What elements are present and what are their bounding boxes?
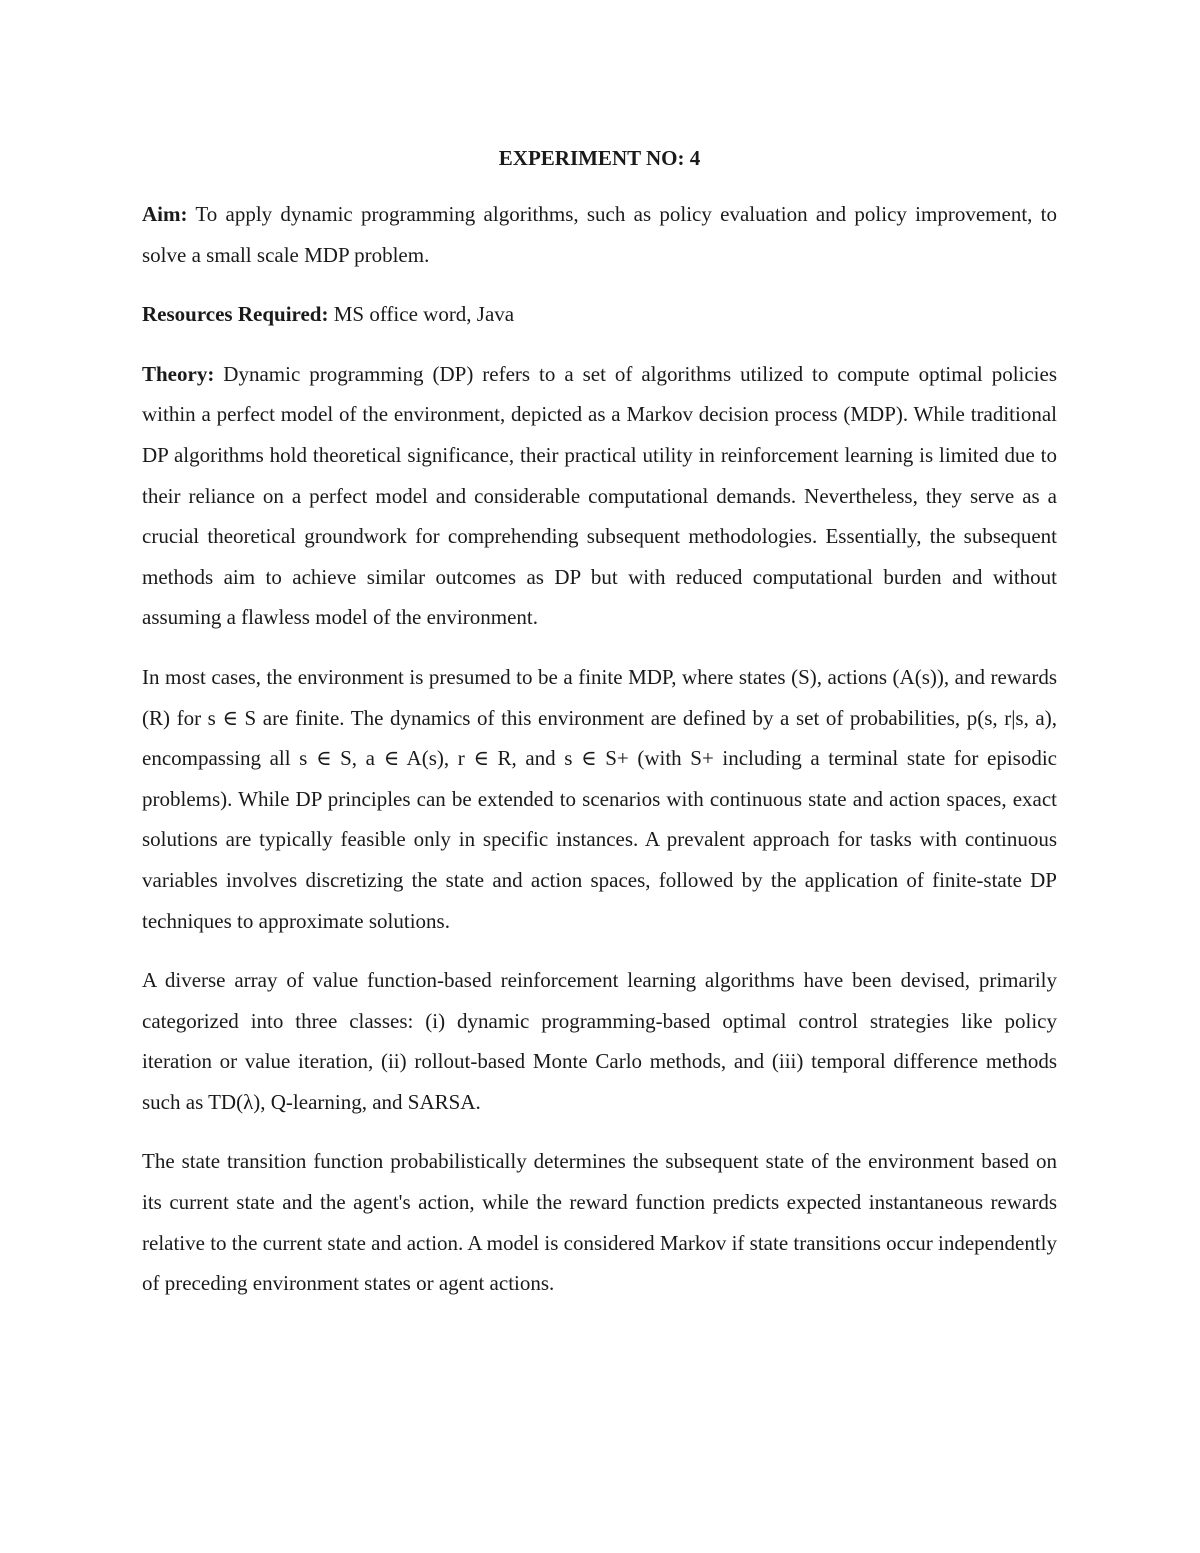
theory-text: Dynamic programming (DP) refers to a set of algorithms utilized to compute optimal policies within a perfect model of the environment, depicted as a Markov decision process (MDP). While traditional DP algorithms hold theoretical significance, their practical utility in reinforcement learning is limited due to their reliance on a perfect model and considerable computational demands. Nevertheless, they serve as a crucial theoretical groundwork for comprehending subsequent methodologies. Essentially, the subsequent methods aim to achieve similar outcomes as DP but with reduced computational burden and without assuming a flawless model of the environment. bbox=[142, 361, 1058, 630]
document-page bbox=[142, 138, 1057, 1323]
theory-paragraph bbox=[142, 354, 1057, 638]
aim-paragraph bbox=[142, 194, 1057, 275]
resources-paragraph bbox=[142, 294, 1057, 335]
aim-text: To apply dynamic programming algorithms, such as policy evaluation and policy improvement, to solve a small scale MDP problem. bbox=[142, 202, 1057, 267]
theory-label: Theory: bbox=[142, 361, 215, 386]
state-transition-paragraph: The state transition function probabilistically determines the subsequent state of the environment based on its current state and the agent's action, while the reward function predicts expected instantaneous rewards relative to the current state and action. A model is considered Markov if state transitions occur independently of preceding environment states or agent actions. bbox=[142, 1149, 1057, 1296]
resources-label: Resources Required: bbox=[142, 302, 329, 327]
rl-algorithms-paragraph: A diverse array of value function-based reinforcement learning algorithms have been devised, primarily categorized into three classes: (i) dynamic programming-based optimal control strategies like policy iteration or value iteration, (ii) rollout-based Monte Carlo methods, and (iii) temporal difference methods such as TD(λ), Q-learning, and SARSA. bbox=[142, 968, 1057, 1114]
aim-label: Aim: bbox=[142, 202, 188, 226]
finite-mdp-paragraph: In most cases, the environment is presumed to be a finite MDP, where states (S), actions (A(s)), and rewards (R) for s ∈ S are finite. The dynamics of this environment are defined by a set of probabilities, p(s, r|s, a), encompassing all s ∈ S, a ∈ A(s), r ∈ R, and s ∈ S+ (with S+ including a terminal state for episodic problems). While DP principles can be extended to scenarios with continuous state and action spaces, exact solutions are typically feasible only in specific instances. A prevalent approach for tasks with continuous variables involves discretizing the state and action spaces, followed by the application of finite-state DP techniques to approximate solutions. bbox=[142, 664, 1057, 933]
document-title: EXPERIMENT NO: 4 bbox=[498, 146, 701, 170]
resources-text: MS office word, Java bbox=[333, 302, 515, 327]
